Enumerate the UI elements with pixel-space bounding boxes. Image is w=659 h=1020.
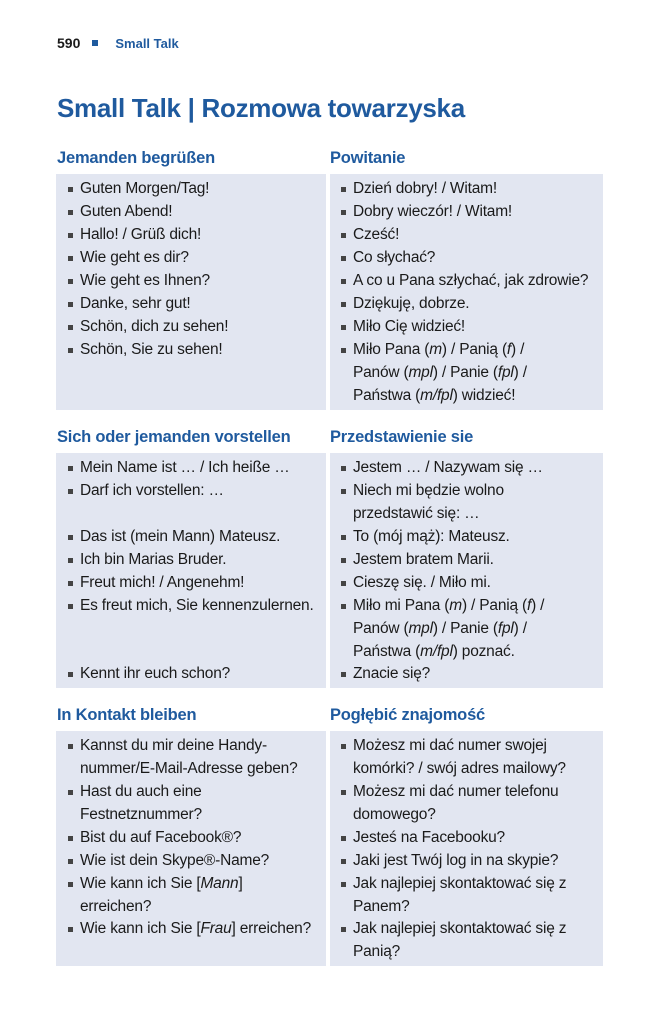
phrase-pl-continued: Państwa (m/fpl) poznać.: [353, 643, 515, 660]
phrase-pl: Jesteś na Facebooku?: [353, 828, 505, 850]
phrase-pl-continued: Panów (mpl) / Panie (fpl) /: [353, 620, 527, 637]
phrase-de: Kannst du mir deine Handy-: [80, 736, 267, 758]
phrase-de: Hast du auch eine: [80, 782, 202, 804]
phrase-pl: Niech mi będzie wolno: [353, 481, 504, 503]
section-heading-de-introductions: Sich oder jemanden vorstellen: [57, 428, 291, 446]
phrase-de-continued: erreichen?: [80, 898, 152, 915]
phrase-de: Wie kann ich Sie [Mann]: [80, 874, 243, 896]
phrase-pl-continued: Panów (mpl) / Panie (fpl) /: [353, 364, 527, 381]
phrase-de: Schön, Sie zu sehen!: [80, 340, 223, 362]
phrase-de: Wie geht es dir?: [80, 248, 189, 270]
phrase-de: Mein Name ist … / Ich heiße …: [80, 458, 290, 480]
phrase-pl: Możesz mi dać numer swojej: [353, 736, 547, 758]
section-heading-pl-greeting: Powitanie: [330, 149, 406, 167]
phrase-de: Das ist (mein Mann) Mateusz.: [80, 527, 280, 549]
phrase-de: Wie geht es Ihnen?: [80, 271, 210, 293]
phrase-pl: Jestem … / Nazywam się …: [353, 458, 543, 480]
phrase-pl: Możesz mi dać numer telefonu: [353, 782, 558, 804]
section-heading-pl-contact: Pogłębić znajomość: [330, 706, 486, 724]
phrase-pl-continued: przedstawić się: …: [353, 505, 480, 522]
phrase-pl: Znacie się?: [353, 664, 430, 686]
phrase-pl-continued: Panem?: [353, 898, 410, 915]
phrase-pl-continued: Państwa (m/fpl) widzieć!: [353, 387, 516, 404]
page-number: 590: [57, 35, 81, 51]
square-bullet-icon: [92, 40, 98, 46]
running-header: Small Talk: [115, 35, 179, 51]
phrase-pl: Cześć!: [353, 225, 399, 247]
phrase-de: Freut mich! / Angenehm!: [80, 573, 244, 595]
phrase-pl: Jestem bratem Marii.: [353, 550, 494, 572]
section-heading-de-greeting: Jemanden begrüßen: [57, 149, 215, 167]
phrase-pl: Jak najlepiej skontaktować się z: [353, 919, 566, 941]
phrase-de: Wie kann ich Sie [Frau] erreichen?: [80, 919, 311, 941]
section-heading-pl-introductions: Przedstawienie sie: [330, 428, 474, 446]
phrase-de: Ich bin Marias Bruder.: [80, 550, 226, 572]
phrase-pl: Jak najlepiej skontaktować się z: [353, 874, 566, 896]
phrase-de: Hallo! / Grüß dich!: [80, 225, 201, 247]
phrase-pl: A co u Pana szłychać, jak zdrowie?: [353, 271, 588, 293]
phrase-de: Bist du auf Facebook®?: [80, 828, 241, 850]
phrase-de: Es freut mich, Sie kennenzulernen.: [80, 596, 314, 618]
phrase-de: Wie ist dein Skype®-Name?: [80, 851, 269, 873]
phrase-pl: Cieszę się. / Miło mi.: [353, 573, 491, 595]
phrase-pl: Dobry wieczór! / Witam!: [353, 202, 512, 224]
phrase-de: Darf ich vorstellen: …: [80, 481, 224, 503]
phrase-pl: Co słychać?: [353, 248, 435, 270]
phrase-pl: Miło Pana (m) / Panią (f) /: [353, 340, 524, 362]
phrase-de-continued: Festnetznummer?: [80, 806, 202, 823]
phrase-pl: Miło Cię widzieć!: [353, 317, 465, 339]
phrase-pl: Dziękuję, dobrze.: [353, 294, 469, 316]
phrase-de-continued: nummer/E-Mail-Adresse geben?: [80, 760, 298, 777]
phrase-de: Guten Morgen/Tag!: [80, 179, 209, 201]
phrase-pl-continued: domowego?: [353, 806, 436, 823]
phrase-de: Danke, sehr gut!: [80, 294, 191, 316]
phrase-pl: To (mój mąż): Mateusz.: [353, 527, 510, 549]
phrase-pl-continued: komórki? / swój adres mailowy?: [353, 760, 566, 777]
phrase-de: Kennt ihr euch schon?: [80, 664, 230, 686]
phrase-pl-continued: Panią?: [353, 943, 401, 960]
phrase-de: Guten Abend!: [80, 202, 172, 224]
section-heading-de-contact: In Kontakt bleiben: [57, 706, 197, 724]
page-header: [57, 34, 179, 52]
phrase-pl: Dzień dobry! / Witam!: [353, 179, 497, 201]
phrase-pl: Miło mi Pana (m) / Panią (f) /: [353, 596, 544, 618]
phrase-de: Schön, dich zu sehen!: [80, 317, 228, 339]
page-title: Small Talk | Rozmowa towarzyska: [57, 93, 465, 123]
phrase-pl: Jaki jest Twój log in na skypie?: [353, 851, 558, 873]
